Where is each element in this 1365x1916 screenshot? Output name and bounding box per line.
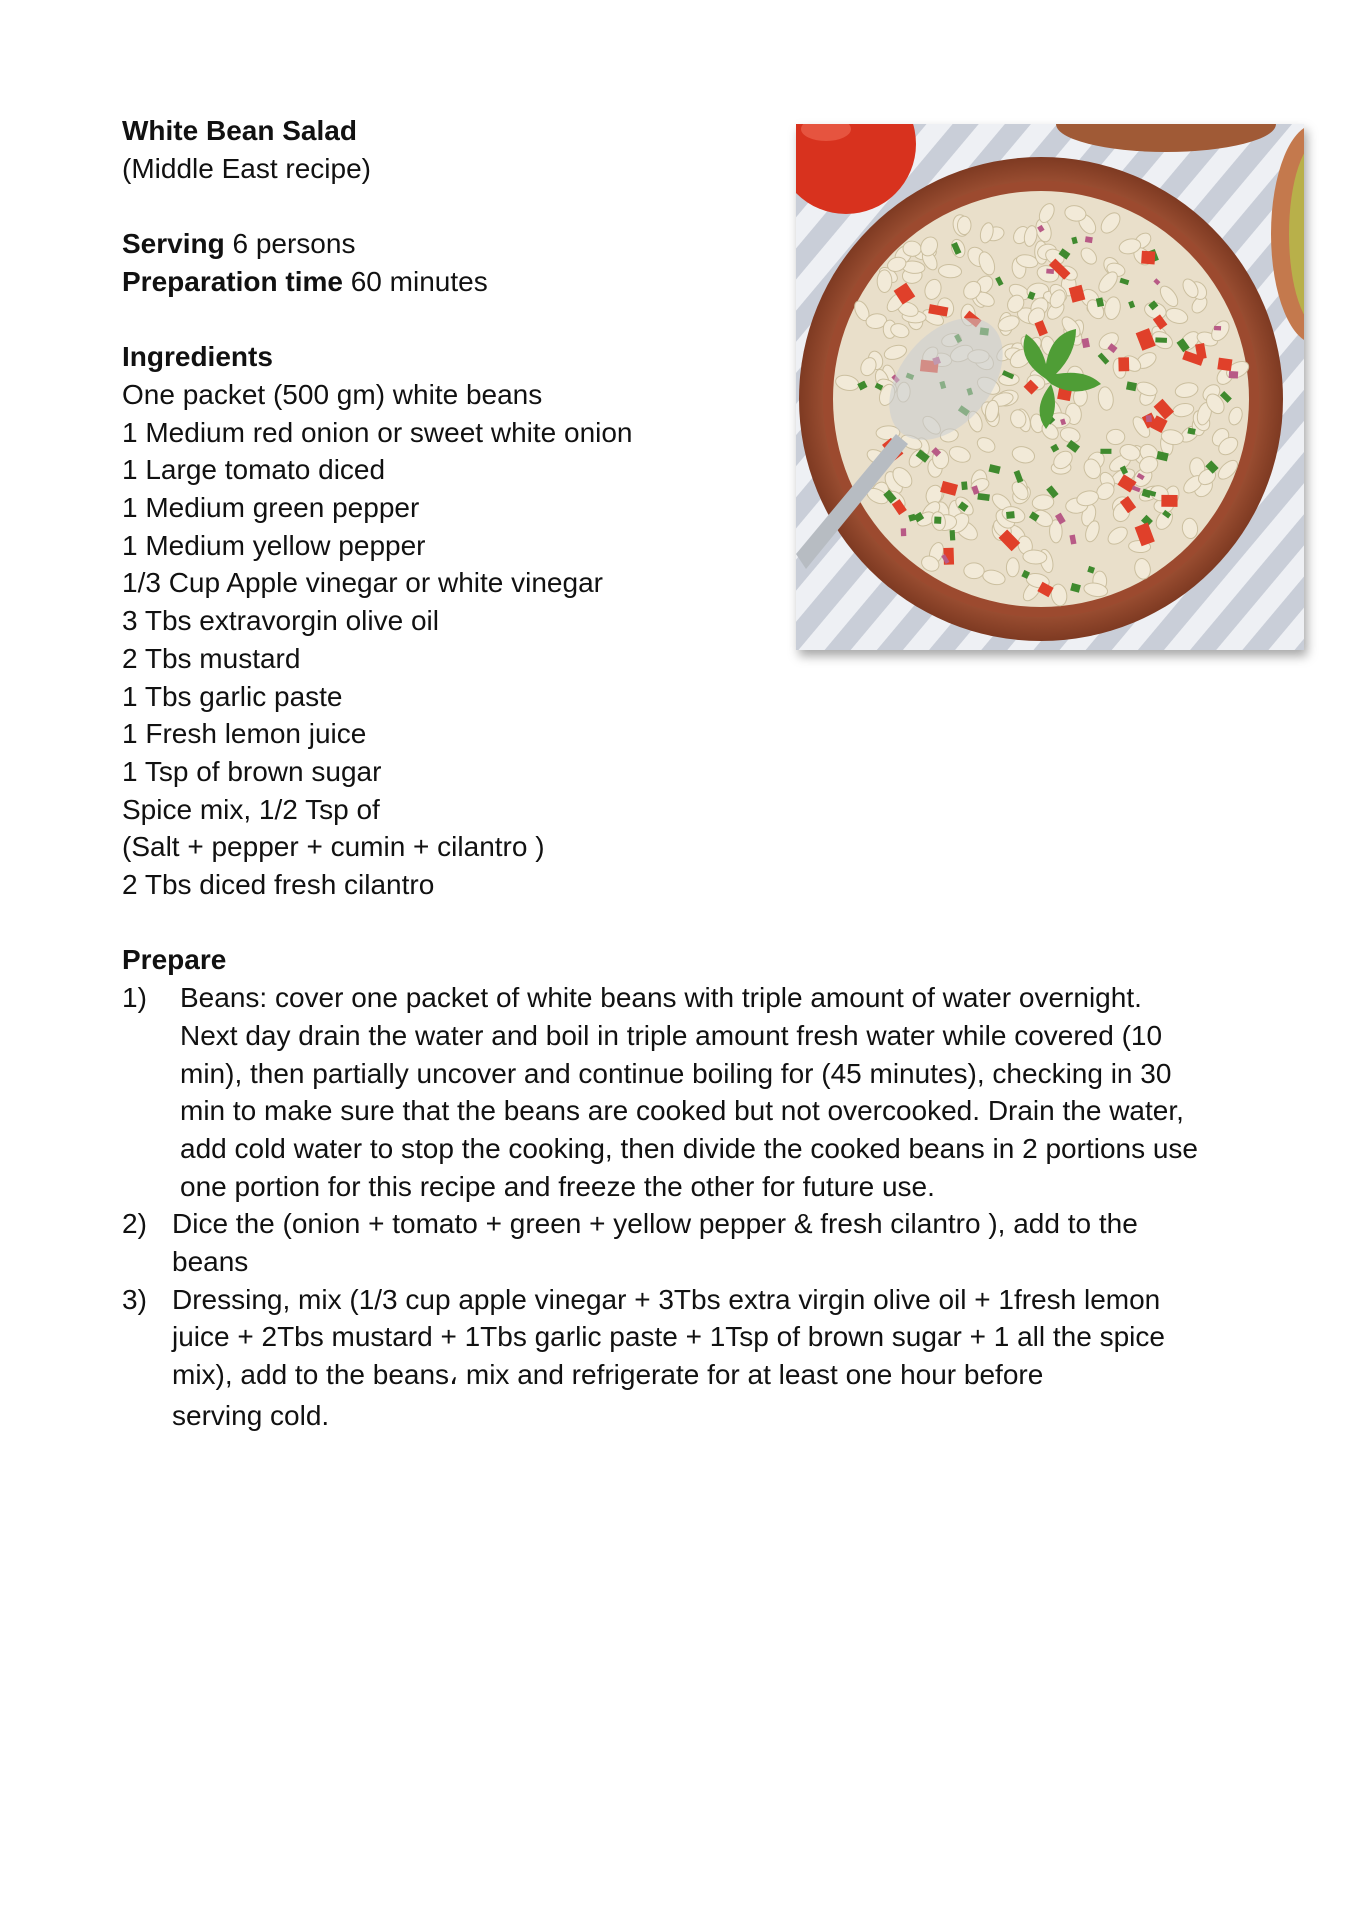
ingredient-item: 1 Medium yellow pepper bbox=[122, 529, 426, 561]
ingredient-item: 1 Large tomato diced bbox=[122, 454, 386, 486]
prepare-steps bbox=[122, 979, 1302, 1438]
ingredient-item: 1 Fresh lemon juice bbox=[122, 718, 367, 750]
ingredient-item: (Salt + pepper + cumin + cilantro ) bbox=[122, 831, 545, 863]
ingredient-item: 1 Tbs garlic paste bbox=[122, 680, 343, 712]
serving-label: Serving bbox=[122, 228, 225, 260]
ingredient-item: One packet (500 gm) white beans bbox=[122, 378, 543, 410]
ingredient-item: 1 Medium red onion or sweet white onion bbox=[122, 416, 633, 448]
step-text-main: Dressing, mix (1/3 cup apple vinegar + 3Tbs extra virgin olive oil + 1fresh lemon juice + 2Tbs mustard + 1Tbs garlic paste + 1Tsp of brown sugar + 1 all the spice mix), add to the beans، mix and refrigerate for at least one hour before bbox=[172, 1283, 1165, 1391]
ingredient-item: 1 Medium green pepper bbox=[122, 492, 420, 523]
prepare-step bbox=[122, 1205, 1302, 1280]
ingredient-item: 2 Tbs diced fresh cilantro bbox=[122, 869, 435, 901]
recipe-title: White Bean Salad bbox=[122, 115, 357, 146]
prepare-step bbox=[122, 1281, 1302, 1438]
salad-photo bbox=[796, 124, 1304, 650]
step-text: Beans: cover one packet of white beans with triple amount of water overnight. Next day drain the water and boil in triple amount fresh water while covered (10 min), then partially uncover and continue boiling for (45 minutes), checking in 30 min to make sure that the beans are cooked but not overcooked. Drain the water, add cold water to stop the cooking, then divide the cooked beans in 2 portions use one portion for this recipe and freeze the other for future use. bbox=[180, 982, 1199, 1202]
step-text bbox=[172, 1281, 1207, 1438]
ingredient-item: 1/3 Cup Apple vinegar or white vinegar bbox=[122, 567, 603, 599]
ingredient-item: 1 Tsp of brown sugar bbox=[122, 755, 382, 787]
step-number: 1) bbox=[122, 982, 147, 1014]
prepare-heading: Prepare bbox=[122, 944, 227, 976]
step-text-last: serving cold. bbox=[172, 1399, 330, 1431]
prep-time-value: 60 minutes bbox=[350, 265, 488, 297]
ingredients-heading: Ingredients bbox=[122, 341, 273, 373]
ingredient-item: Spice mix, 1/2 Tsp of bbox=[122, 793, 380, 825]
ingredient-item: 3 Tbs extravorgin olive oil bbox=[122, 605, 439, 637]
prep-time-label: Preparation time bbox=[122, 265, 343, 297]
ingredient-item: 2 Tbs mustard bbox=[122, 642, 301, 674]
salad-photo-icon bbox=[796, 124, 1304, 650]
step-number: 3) bbox=[122, 1283, 147, 1315]
serving-value: 6 persons bbox=[232, 228, 356, 260]
prepare-step bbox=[122, 979, 1302, 1205]
step-text: Dice the (onion + tomato + green + yellow pepper & fresh cilantro ), add to the beans bbox=[172, 1208, 1138, 1278]
recipe-subtitle: (Middle East recipe) bbox=[122, 152, 371, 184]
step-number: 2) bbox=[122, 1208, 147, 1240]
